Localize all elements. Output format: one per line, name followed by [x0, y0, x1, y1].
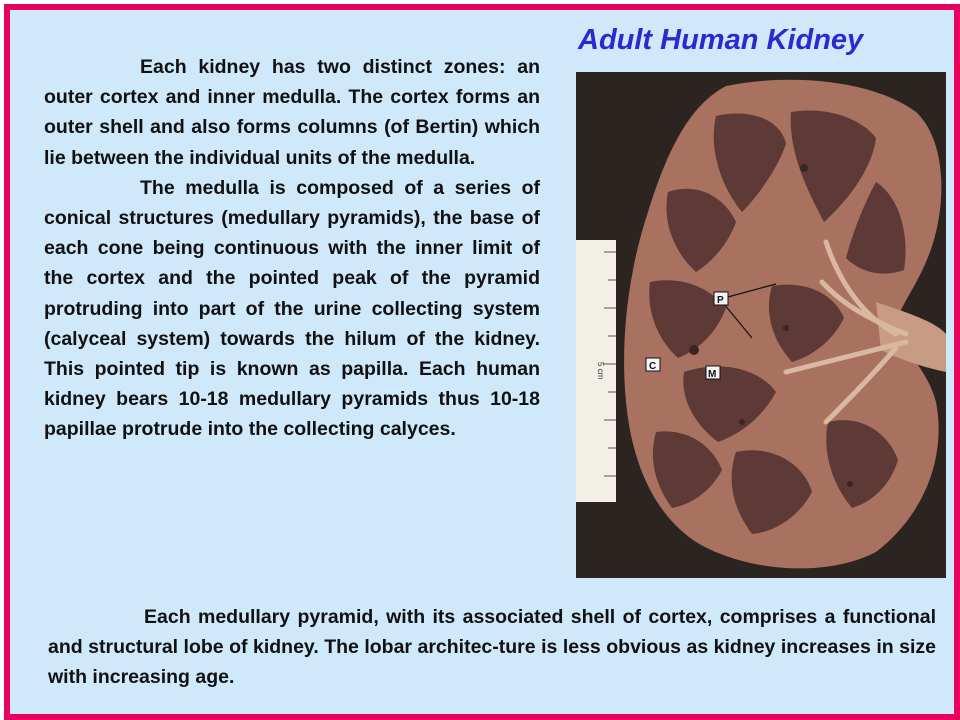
body-text	[44, 52, 540, 445]
label-c: C	[649, 361, 657, 372]
label-m: M	[708, 369, 717, 380]
slide-title: Adult Human Kidney	[578, 24, 864, 56]
label-m-marker	[706, 366, 720, 380]
slide	[4, 4, 960, 720]
label-c-marker	[646, 358, 660, 372]
paragraph-cortex-medulla: Each kidney has two distinct zones: an outer cortex and inner medulla. The cortex forms an outer shell and also forms columns (of Bertin) which lie between the individual units of the medulla.	[44, 56, 540, 169]
ruler-scale	[576, 240, 616, 502]
bottom-paragraph: Each medullary pyramid, with its associated shell of cortex, comprises a functional and structural lobe of kidney. The lobar architec-ture is less obvious as kidney increases in size with increasing age.	[48, 606, 936, 688]
scale-label: 5 cm	[596, 362, 605, 380]
label-p-marker	[714, 292, 728, 306]
label-p: P	[717, 295, 724, 306]
kidney-section-photo	[576, 72, 946, 578]
paragraph-medullary-pyramids: The medulla is composed of a series of conical structures (medullary pyramids), the base of each cone being continuous with the inner limit of the cortex and the pointed peak of the pyramid protruding into part of the urine collecting system (calyceal system) towards the hilum of the kidney. This pointed tip is known as papilla. Each human kidney bears 10-18 medullary pyramids thus 10-18 papillae protrude into the collecting calyces.	[44, 176, 540, 441]
